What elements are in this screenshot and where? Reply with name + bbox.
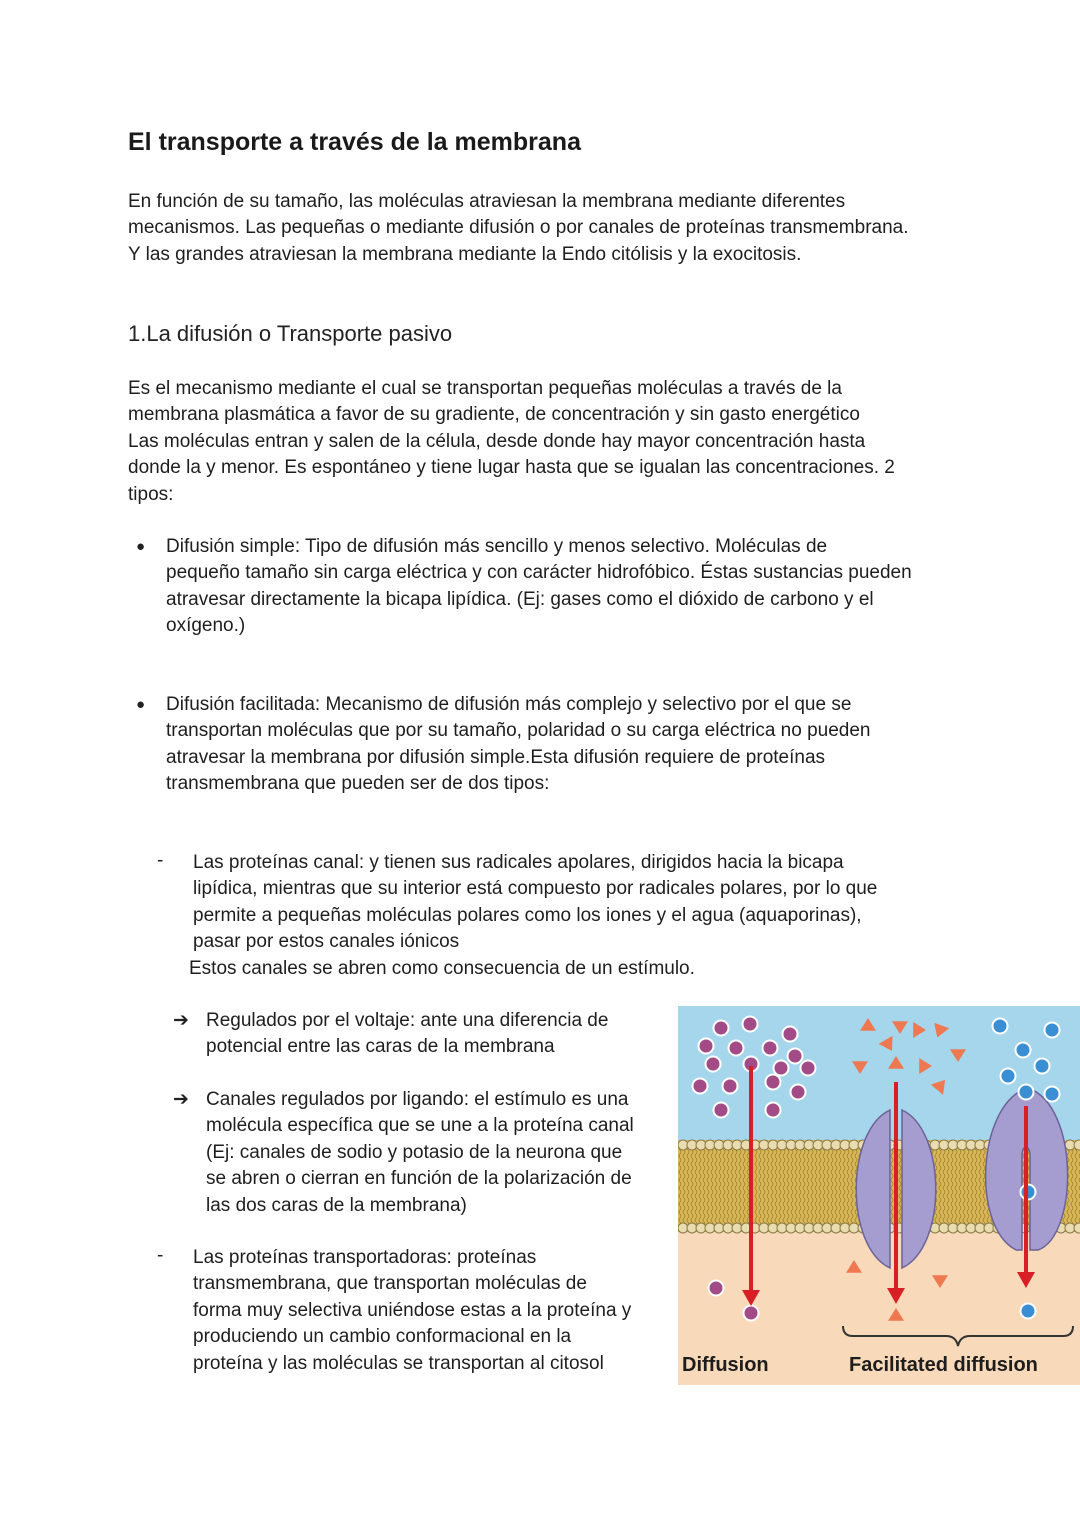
blue-molecule xyxy=(1045,1087,1060,1102)
section-paragraph xyxy=(128,376,895,508)
text-line: Estos canales se abren como consecuencia de un estímulo. xyxy=(189,958,695,979)
text-line: forma muy selectiva uniéndose estas a la proteína y xyxy=(193,1299,632,1321)
text-line: las dos caras de la membrana) xyxy=(206,1194,467,1216)
purple-molecule xyxy=(791,1085,806,1100)
purple-molecule xyxy=(774,1061,789,1076)
text-line: membrana plasmática a favor de su gradiente, de concentración y sin gasto energético xyxy=(128,404,860,426)
bullet-facilitated-diffusion xyxy=(166,692,871,798)
channel-proteins-text xyxy=(193,850,877,956)
text-line: pasar por estos canales iónicos xyxy=(193,931,460,953)
text-line: tipos: xyxy=(128,483,174,505)
bullet-marker: ● xyxy=(136,696,146,713)
diffusion-illustration xyxy=(678,1006,1080,1385)
text-line: lipídica, mientras que su interior está compuesto por radicales polares, por lo que xyxy=(193,878,878,900)
text-line: potencial entre las caras de la membrana xyxy=(206,1036,555,1058)
text-line: molécula específica que se une a la proteína canal xyxy=(206,1115,634,1137)
carrier-proteins-text xyxy=(193,1245,631,1377)
text-line: En función de su tamaño, las moléculas atraviesan la membrana mediante diferentes xyxy=(128,191,846,212)
text-line: Difusión simple: Tipo de difusión más sencillo y menos selectivo. Moléculas de xyxy=(166,536,828,557)
purple-molecule xyxy=(714,1103,729,1118)
text-line: transmembrana que pueden ser de dos tipos: xyxy=(166,773,550,795)
blue-molecule xyxy=(1019,1085,1034,1100)
dash-marker: - xyxy=(157,1245,164,1266)
text-line: se abren o cierran en función de la polarización de xyxy=(206,1168,632,1190)
label-facilitated-diffusion: Facilitated diffusion xyxy=(849,1354,1038,1376)
text-line: Regulados por el voltaje: ante una diferencia de xyxy=(206,1010,609,1031)
purple-molecule xyxy=(723,1079,738,1094)
text-line: permite a pequeñas moléculas polares como los iones y el agua (aquaporinas), xyxy=(193,904,862,926)
channel-proteins-note xyxy=(189,956,695,982)
bullet-simple-diffusion xyxy=(166,534,912,640)
purple-molecule xyxy=(763,1041,778,1056)
text-line: (Ej: canales de sodio y potasio de la neurona que xyxy=(206,1141,623,1163)
purple-molecule xyxy=(709,1281,724,1296)
intro-paragraph xyxy=(128,189,909,268)
text-line: produciendo un cambio conformacional en la xyxy=(193,1326,572,1348)
text-line: Canales regulados por ligando: el estímulo es una xyxy=(206,1089,629,1110)
purple-molecule xyxy=(783,1027,798,1042)
blue-molecule xyxy=(1016,1043,1031,1058)
lipid-head xyxy=(1074,1223,1080,1233)
purple-molecule xyxy=(729,1041,744,1056)
text-line: Las proteínas canal: y tienen sus radicales apolares, dirigidos hacia la bicapa xyxy=(193,852,844,873)
blue-molecule xyxy=(1001,1069,1016,1084)
text-line: pequeño tamaño sin carga eléctrica y con carácter hidrofóbico. Éstas sustancias pueden xyxy=(166,562,912,584)
diffusion-figure xyxy=(678,1006,1080,1385)
purple-molecule xyxy=(743,1017,758,1032)
text-line: Es el mecanismo mediante el cual se transportan pequeñas moléculas a través de la xyxy=(128,378,842,399)
dash-marker: - xyxy=(157,850,164,871)
text-line: Las proteínas transportadoras: proteínas xyxy=(193,1247,537,1268)
arrow-marker: ➔ xyxy=(173,1010,189,1031)
purple-molecule xyxy=(744,1306,759,1321)
voltage-gated-text xyxy=(206,1008,608,1061)
purple-molecule xyxy=(788,1049,803,1064)
bullet-marker: ● xyxy=(136,538,146,555)
text-line: Y las grandes atraviesan la membrana mediante la Endo citólisis y la exocitosis. xyxy=(128,243,802,265)
blue-molecule xyxy=(1021,1304,1036,1319)
label-diffusion: Diffusion xyxy=(682,1354,769,1376)
ligand-gated-text xyxy=(206,1087,634,1219)
purple-molecule xyxy=(693,1079,708,1094)
page-title: El transporte a través de la membrana xyxy=(128,128,581,156)
text-line: transportan moléculas que por su tamaño, polaridad o su carga eléctrica no pueden xyxy=(166,720,871,742)
text-line: atravesar la membrana por difusión simple.Esta difusión requiere de proteínas xyxy=(166,746,826,768)
lipid-head xyxy=(1074,1140,1080,1150)
text-line: Las moléculas entran y salen de la célula, desde donde hay mayor concentración hasta xyxy=(128,430,866,452)
blue-molecule xyxy=(1045,1023,1060,1038)
text-line: mecanismos. Las pequeñas o mediante difusión o por canales de proteínas transmembrana. xyxy=(128,217,909,239)
purple-molecule xyxy=(766,1103,781,1118)
purple-molecule xyxy=(801,1061,816,1076)
text-line: Difusión facilitada: Mecanismo de difusión más complejo y selectivo por el que se xyxy=(166,694,852,715)
text-line: proteína y las moléculas se transportan al citosol xyxy=(193,1352,604,1374)
text-line: atravesar directamente la bicapa lipídica. (Ej: gases como el dióxido de carbono y el xyxy=(166,588,874,610)
section-heading: 1.La difusión o Transporte pasivo xyxy=(128,321,453,346)
blue-molecule xyxy=(1035,1059,1050,1074)
purple-molecule xyxy=(706,1057,721,1072)
text-line: oxígeno.) xyxy=(166,615,246,637)
purple-molecule xyxy=(714,1021,729,1036)
blue-molecule xyxy=(993,1019,1008,1034)
purple-molecule xyxy=(699,1039,714,1054)
purple-molecule xyxy=(766,1075,781,1090)
text-line: donde la y menor. Es espontáneo y tiene lugar hasta que se igualan las concentraciones. 2 xyxy=(128,457,895,479)
arrow-marker: ➔ xyxy=(173,1089,189,1110)
text-line: transmembrana, que transportan moléculas de xyxy=(193,1273,587,1295)
